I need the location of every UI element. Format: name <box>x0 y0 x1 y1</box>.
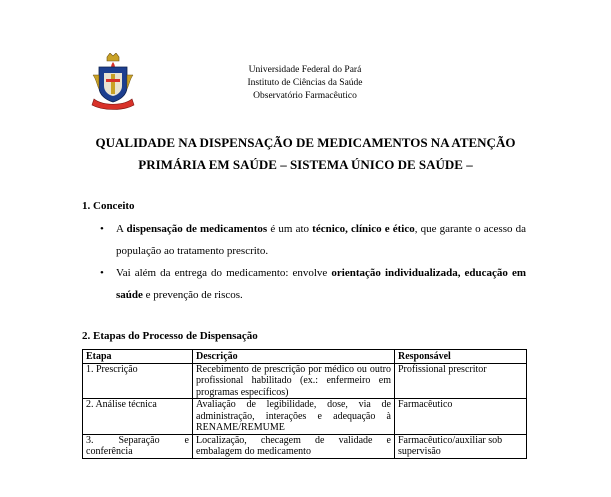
bullet-text: e prevenção de riscos. <box>142 289 243 301</box>
table-cell: 2. Análise técnica <box>83 399 193 435</box>
column-header: Responsável <box>395 350 527 364</box>
title-line: QUALIDADE NA DISPENSAÇÃO DE MEDICAMENTOS NA ATENÇÃO <box>95 135 516 150</box>
column-header: Descrição <box>193 350 395 364</box>
section-heading-etapas: 2. Etapas do Processo de Dispensação <box>82 330 258 342</box>
bullet-bold-text: dispensação de medicamentos <box>126 223 268 235</box>
bullet-bold-text: orientação individualizada, educação em saúde <box>116 267 527 301</box>
bullet-text: , que garante o acesso da população ao tratamento prescrito. <box>116 223 527 257</box>
table-cell: Farmacêutico/auxiliar sob supervisão <box>395 434 527 458</box>
table-cell: 1. Prescrição <box>83 363 193 399</box>
column-header: Etapa <box>83 350 193 364</box>
institution-line: Universidade Federal do Pará <box>248 65 362 75</box>
university-crest-logo <box>91 53 135 111</box>
bullet-item <box>96 262 526 306</box>
institution-line: Instituto de Ciências da Saúde <box>247 78 363 88</box>
title-line: PRIMÁRIA EM SAÚDE – SISTEMA ÚNICO DE SAÚDE – <box>138 157 473 172</box>
table-cell: Farmacêutico <box>395 399 527 435</box>
bullet-item <box>96 218 526 262</box>
institution-header <box>205 64 405 103</box>
table-cell: Localização, checagem de validade e embalagem do medicamento <box>193 434 395 458</box>
table-cell: 3. Separação e conferência <box>83 434 193 458</box>
table-row <box>83 399 527 435</box>
bullet-bold-text: técnico, clínico e ético <box>312 223 415 235</box>
table-header-row <box>83 350 527 364</box>
table-cell: Recebimento de prescrição por médico ou outro profissional habilitado (ex.: enfermeiro em programas específicos) <box>193 363 395 399</box>
document-title <box>60 132 551 176</box>
table-cell: Profissional prescritor <box>395 363 527 399</box>
bullet-text: A <box>116 223 127 235</box>
concept-bullet-list <box>96 218 526 306</box>
table-row <box>83 434 527 458</box>
section-heading-conceito: 1. Conceito <box>82 200 135 212</box>
table-cell: Avaliação de legibilidade, dose, via de administração, interações e adequação à RENAME/REMUME <box>193 399 395 435</box>
table-row <box>83 363 527 399</box>
bullet-text: Vai além da entrega do medicamento: envolve <box>116 267 332 279</box>
bullet-text: é um ato <box>267 223 313 235</box>
dispensation-steps-table <box>82 349 527 459</box>
institution-line: Observatório Farmacêutico <box>253 91 357 101</box>
